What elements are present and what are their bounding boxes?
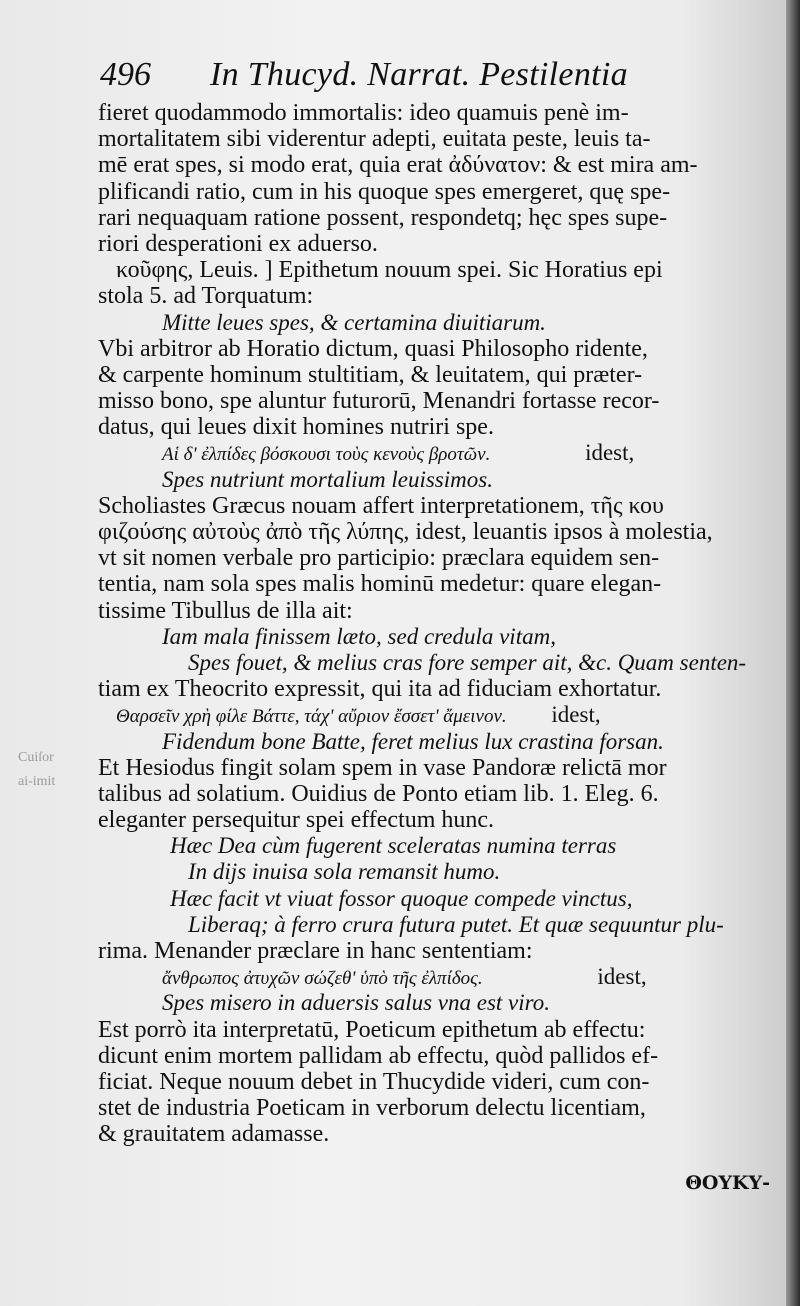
greek-quotation: ἄνθρωπος ἀτυχῶν σώζεθ' ὑπὸ τῆς ἐλπίδος. xyxy=(162,968,483,990)
quotation-line: Spes fouet, & melius cras fore semper ait, &c. Quam senten- xyxy=(188,649,747,675)
text-line: φιζούσης αὐτοὺς ἀπὸ τῆς λύπης, idest, leuantis ipsos à molestia, xyxy=(98,519,713,545)
text-line: tiam ex Theocrito expressit, qui ita ad fiduciam exhortatur. xyxy=(98,676,662,703)
running-title: In Thucyd. Narrat. Pestilentia xyxy=(210,56,628,93)
lemma-line: κοῦφης, Leuis. ] Epithetum nouum spei. Sic Horatius epi xyxy=(116,257,663,284)
text-line: tissime Tibullus de illa ait: xyxy=(98,597,353,624)
text-line: dicunt enim mortem pallidam ab effectu, quòd pallidos ef- xyxy=(98,1042,659,1069)
running-header xyxy=(100,50,770,100)
greek-quotation: Θαρσεῖν χρὴ φίλε Βάττε, τάχ' αὔριον ἔσσετ' ἄμεινον. xyxy=(116,706,507,728)
quotation-line: Spes misero in aduersis salus vna est viro. xyxy=(162,990,551,1016)
greek-quotation-line xyxy=(98,440,788,466)
text-line: rima. Menander præclare in hanc sententiam: xyxy=(98,938,533,964)
text-line: eleganter persequitur spei effectum hunc. xyxy=(98,807,495,834)
bleed-through-line: ai-imit xyxy=(18,774,56,789)
text-line: vt sit nomen verbale pro participio: præclara equidem sen- xyxy=(98,545,660,572)
text-line: & grauitatem adamasse. xyxy=(98,1121,330,1148)
text-line: Et Hesiodus fingit solam spem in vase Pandoræ relictā mor xyxy=(98,754,667,781)
greek-quotation-line xyxy=(98,702,788,728)
idest-label: idest, xyxy=(551,702,601,728)
text-line: talibus ad solatium. Ouidius de Ponto etiam lib. 1. Eleg. 6. xyxy=(98,780,659,807)
bleed-through-margin xyxy=(18,746,55,794)
text-line: misso bono, spe aluntur futurorū, Menandri fortasse recor- xyxy=(98,388,660,415)
idest-label: idest, xyxy=(585,440,635,466)
bleed-through-line: Cuiſor xyxy=(18,750,54,765)
text-line: Vbi arbitror ab Horatio dictum, quasi Philosopho ridente, xyxy=(98,335,648,362)
text-line: rari nequaquam ratione possent, respondetq; hęc spes supe- xyxy=(98,204,668,231)
text-line: mē erat spes, si modo erat, quia erat ἀδύνατον: & est mira am- xyxy=(98,152,698,179)
text-line: riori desperationi ex aduerso. xyxy=(98,230,378,257)
text-line: tentia, nam sola spes malis hominū medetur: quare elegan- xyxy=(98,571,662,598)
text-line: stet de industria Poeticam in verborum delectu licentiam, xyxy=(98,1095,646,1122)
quotation-line: In dijs inuisa sola remansit humo. xyxy=(188,859,501,885)
text-body xyxy=(98,100,788,1148)
quotation-line: Hæc Dea cùm fugerent sceleratas numina terras xyxy=(170,833,617,859)
text-line: ficiat. Neque nouum debet in Thucydide videri, cum con- xyxy=(98,1068,650,1095)
quotation-line: Mitte leues spes, & certamina diuitiarum. xyxy=(162,309,546,335)
greek-quotation: Αἱ δ' ἐλπίδες βόσκουσι τοὺς κενοὺς βροτῶν. xyxy=(162,444,491,466)
text-line: mortalitatem sibi viderentur adepti, euitata peste, leuis ta- xyxy=(98,126,651,153)
quotation-line: Spes nutriunt mortalium leuissimos. xyxy=(162,466,493,492)
quotation-line: Liberaq; à ferro crura futura putet. Et quæ sequuntur plu- xyxy=(188,911,724,937)
quotation-line: Fidendum bone Batte, feret melius lux crastina forsan. xyxy=(162,728,664,754)
text-line: fieret quodammodo immortalis: ideo quamuis penè im- xyxy=(98,100,629,126)
quotation-line: Hæc facit vt viuat fossor quoque compede vinctus, xyxy=(170,885,633,911)
text-line: plificandi ratio, cum in his quoque spes emergeret, quę spe- xyxy=(98,178,671,205)
catchword: ΘΟΥΚΥ- xyxy=(685,1172,770,1194)
text-line: Scholiastes Græcus nouam affert interpretationem, τῆς κου xyxy=(98,492,664,519)
page-number: 496 xyxy=(100,56,151,93)
text-line: & carpente hominum stultitiam, & leuitatem, qui præter- xyxy=(98,361,643,388)
text-line: Est porrò ita interpretatū, Poeticum epithetum ab effectu: xyxy=(98,1016,646,1043)
page-spine-shadow xyxy=(786,0,800,1306)
greek-quotation-line xyxy=(98,964,788,990)
text-line: stola 5. ad Torquatum: xyxy=(98,283,314,310)
quotation-line: Iam mala finissem læto, sed credula vitam, xyxy=(162,623,556,649)
idest-label: idest, xyxy=(597,964,647,990)
text-line: datus, qui leues dixit homines nutriri spe. xyxy=(98,414,494,441)
